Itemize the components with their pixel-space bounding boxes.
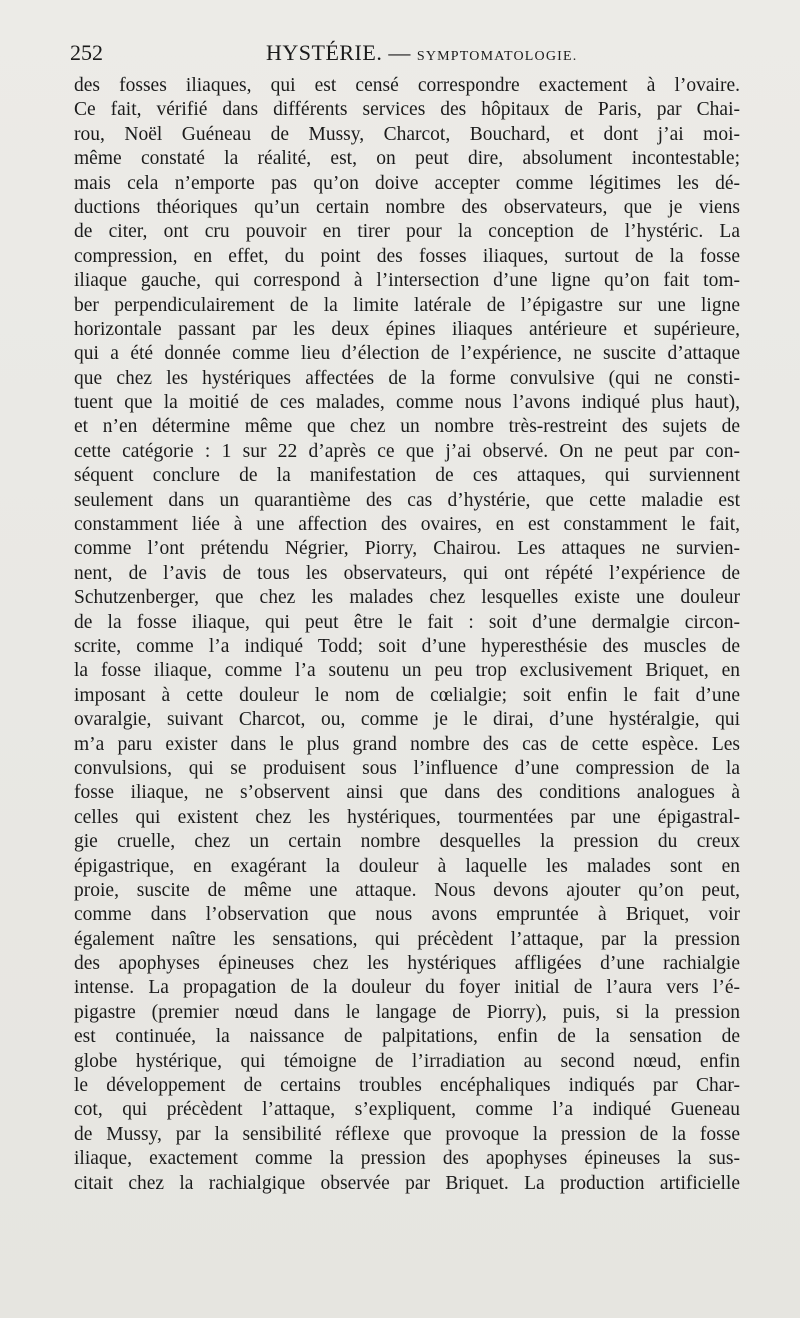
text-line [74, 123, 740, 147]
text-line-content: de Mussy, par la sensibilité réflexe que provoque la pression de la fosse [74, 1123, 740, 1145]
text-line-content: ovaralgie, suivant Charcot, ou, comme je le dirai, d’une hystéralgie, qui [74, 709, 740, 731]
running-title-sub: SYMPTOMATOLOGIE. [416, 49, 578, 64]
text-line-content: scrite, comme l’a indiqué Todd; soit d’une hyperesthésie des muscles de [74, 635, 740, 657]
text-line [74, 1025, 740, 1049]
text-line [74, 562, 740, 586]
text-line [74, 294, 740, 318]
text-line-content: cette catégorie : 1 sur 22 d’après ce que j’ai observé. On ne peut par con- [74, 440, 740, 462]
text-line [74, 147, 740, 171]
text-line [74, 952, 740, 976]
text-line [74, 367, 740, 391]
text-line [74, 245, 740, 269]
text-line-content: Ce fait, vérifié dans différents services des hôpitaux de Paris, par Chai- [74, 99, 740, 121]
text-line-content: que chez les hystériques affectées de la forme convulsive (qui ne consti- [74, 367, 740, 389]
text-line [74, 172, 740, 196]
body-text [74, 74, 740, 1196]
text-line-content: ductions théoriques qu’un certain nombre des observateurs, que je viens [74, 196, 740, 218]
text-line-content: comme l’ont prétendu Négrier, Piorry, Chairou. Les attaques ne survien- [74, 538, 740, 560]
running-title [266, 40, 577, 66]
text-line [74, 708, 740, 732]
text-line [74, 342, 740, 366]
text-line [74, 830, 740, 854]
text-line-content: proie, suscite de même une attaque. Nous devons ajouter qu’on peut, [74, 879, 740, 901]
text-line [74, 440, 740, 464]
text-line [74, 318, 740, 342]
text-line-content: est continuée, la naissance de palpitations, enfin de la sensation de [74, 1026, 740, 1048]
text-line-content: pigastre (premier nœud dans le langage de Piorry), puis, si la pression [74, 1001, 740, 1023]
text-line-content: rou, Noël Guéneau de Mussy, Charcot, Bouchard, et dont j’ai moi- [74, 123, 740, 145]
text-line [74, 928, 740, 952]
text-line [74, 489, 740, 513]
text-line-content: intense. La propagation de la douleur du foyer initial de l’aura vers l’é- [74, 977, 740, 999]
text-line [74, 684, 740, 708]
text-line-content: la fosse iliaque, comme l’a soutenu un peu trop exclusivement Briquet, en [74, 660, 740, 682]
text-line-content: seulement dans un quarantième des cas d’hystérie, que cette maladie est [74, 489, 740, 511]
text-line-content: cot, qui précèdent l’attaque, s’expliquent, comme l’a indiqué Gueneau [74, 1099, 740, 1121]
text-line [74, 757, 740, 781]
text-line [74, 781, 740, 805]
text-line [74, 855, 740, 879]
text-line-content: le développement de certains troubles encéphaliques indiqués par Char- [74, 1075, 740, 1097]
text-line [74, 1172, 740, 1196]
text-line [74, 879, 740, 903]
text-line-content: qui a été donnée comme lieu d’élection de l’expérience, ne suscite d’attaque [74, 343, 740, 365]
text-line-content: globe hystérique, qui témoigne de l’irradiation au second nœud, enfin [74, 1050, 740, 1072]
text-line-content: imposant à cette douleur le nom de cœlialgie; soit enfin le fait d’une [74, 684, 740, 706]
text-line-content: séquent conclure de la manifestation de ces attaques, qui surviennent [74, 465, 740, 487]
text-line-content: comme dans l’observation que nous avons empruntée à Briquet, voir [74, 904, 740, 926]
text-line [74, 391, 740, 415]
text-line-content: iliaque gauche, qui correspond à l’intersection d’une ligne qu’on fait tom- [74, 270, 740, 292]
text-line-content: mais cela n’emporte pas qu’on doive accepter comme légitimes les dé- [74, 172, 740, 194]
text-line-content: de la fosse iliaque, qui peut être le fait : soit d’une dermalgie circon- [74, 611, 740, 633]
text-line [74, 586, 740, 610]
text-line [74, 806, 740, 830]
text-line-content: ber perpendiculairement de la limite latérale de l’épigastre sur une ligne [74, 294, 740, 316]
text-line [74, 611, 740, 635]
text-line [74, 1123, 740, 1147]
text-line [74, 1098, 740, 1122]
text-line [74, 1147, 740, 1171]
text-line-content: Schutzenberger, que chez les malades chez lesquelles existe une douleur [74, 587, 740, 609]
text-line-content: tuent que la moitié de ces malades, comme nous l’avons indiqué plus haut), [74, 392, 740, 414]
text-line [74, 464, 740, 488]
text-line [74, 733, 740, 757]
text-line [74, 513, 740, 537]
text-line-content: gie cruelle, chez un certain nombre desquelles la pression du creux [74, 831, 740, 853]
text-line [74, 74, 740, 98]
text-line [74, 635, 740, 659]
text-line-content: et n’en détermine même que chez un nombre très-restreint des sujets de [74, 416, 740, 438]
text-line-content: nent, de l’avis de tous les observateurs, qui ont répété l’expérience de [74, 562, 740, 584]
text-line [74, 220, 740, 244]
text-line-content: épigastrique, en exagérant la douleur à laquelle les malades sont en [74, 855, 740, 877]
text-line [74, 98, 740, 122]
text-line-content: de citer, ont cru pouvoir en tirer pour la conception de l’hystéric. La [74, 221, 740, 243]
text-line-content: celles qui existent chez les hystériques, tourmentées par une épigastral- [74, 806, 740, 828]
running-title-main: HYSTÉRIE. [266, 40, 383, 65]
text-line-content: même constaté la réalité, est, on peut dire, absolument incontestable; [74, 148, 740, 170]
text-line [74, 415, 740, 439]
page-header [70, 40, 742, 72]
text-line [74, 976, 740, 1000]
text-line-content: des fosses iliaques, qui est censé correspondre exactement à l’ovaire. [74, 75, 740, 96]
page-number: 252 [70, 40, 103, 65]
running-title-separator: — [388, 40, 411, 65]
text-line [74, 269, 740, 293]
text-line [74, 659, 740, 683]
text-line-content: des apophyses épineuses chez les hystériques affligées d’une rachialgie [74, 953, 740, 975]
text-line-content: horizontale passant par les deux épines iliaques antérieure et supérieure, [74, 318, 740, 340]
text-line-content: constamment liée à une affection des ovaires, en est constamment le fait, [74, 514, 740, 536]
text-line [74, 196, 740, 220]
text-line [74, 903, 740, 927]
text-line-content: m’a paru exister dans le plus grand nombre des cas de cette espèce. Les [74, 733, 740, 755]
text-line-content: citait chez la rachialgique observée par Briquet. La production artificielle [74, 1172, 740, 1194]
text-line [74, 537, 740, 561]
text-line-content: fosse iliaque, ne s’observent ainsi que dans des conditions analogues à [74, 782, 740, 804]
text-line-content: compression, en effet, du point des fosses iliaques, surtout de la fosse [74, 245, 740, 267]
text-line-content: iliaque, exactement comme la pression des apophyses épineuses la sus- [74, 1148, 740, 1170]
text-line [74, 1050, 740, 1074]
text-line [74, 1074, 740, 1098]
text-line-content: également naître les sensations, qui précèdent l’attaque, par la pression [74, 928, 740, 950]
text-line-content: convulsions, qui se produisent sous l’influence d’une compression de la [74, 757, 740, 779]
text-line [74, 1001, 740, 1025]
